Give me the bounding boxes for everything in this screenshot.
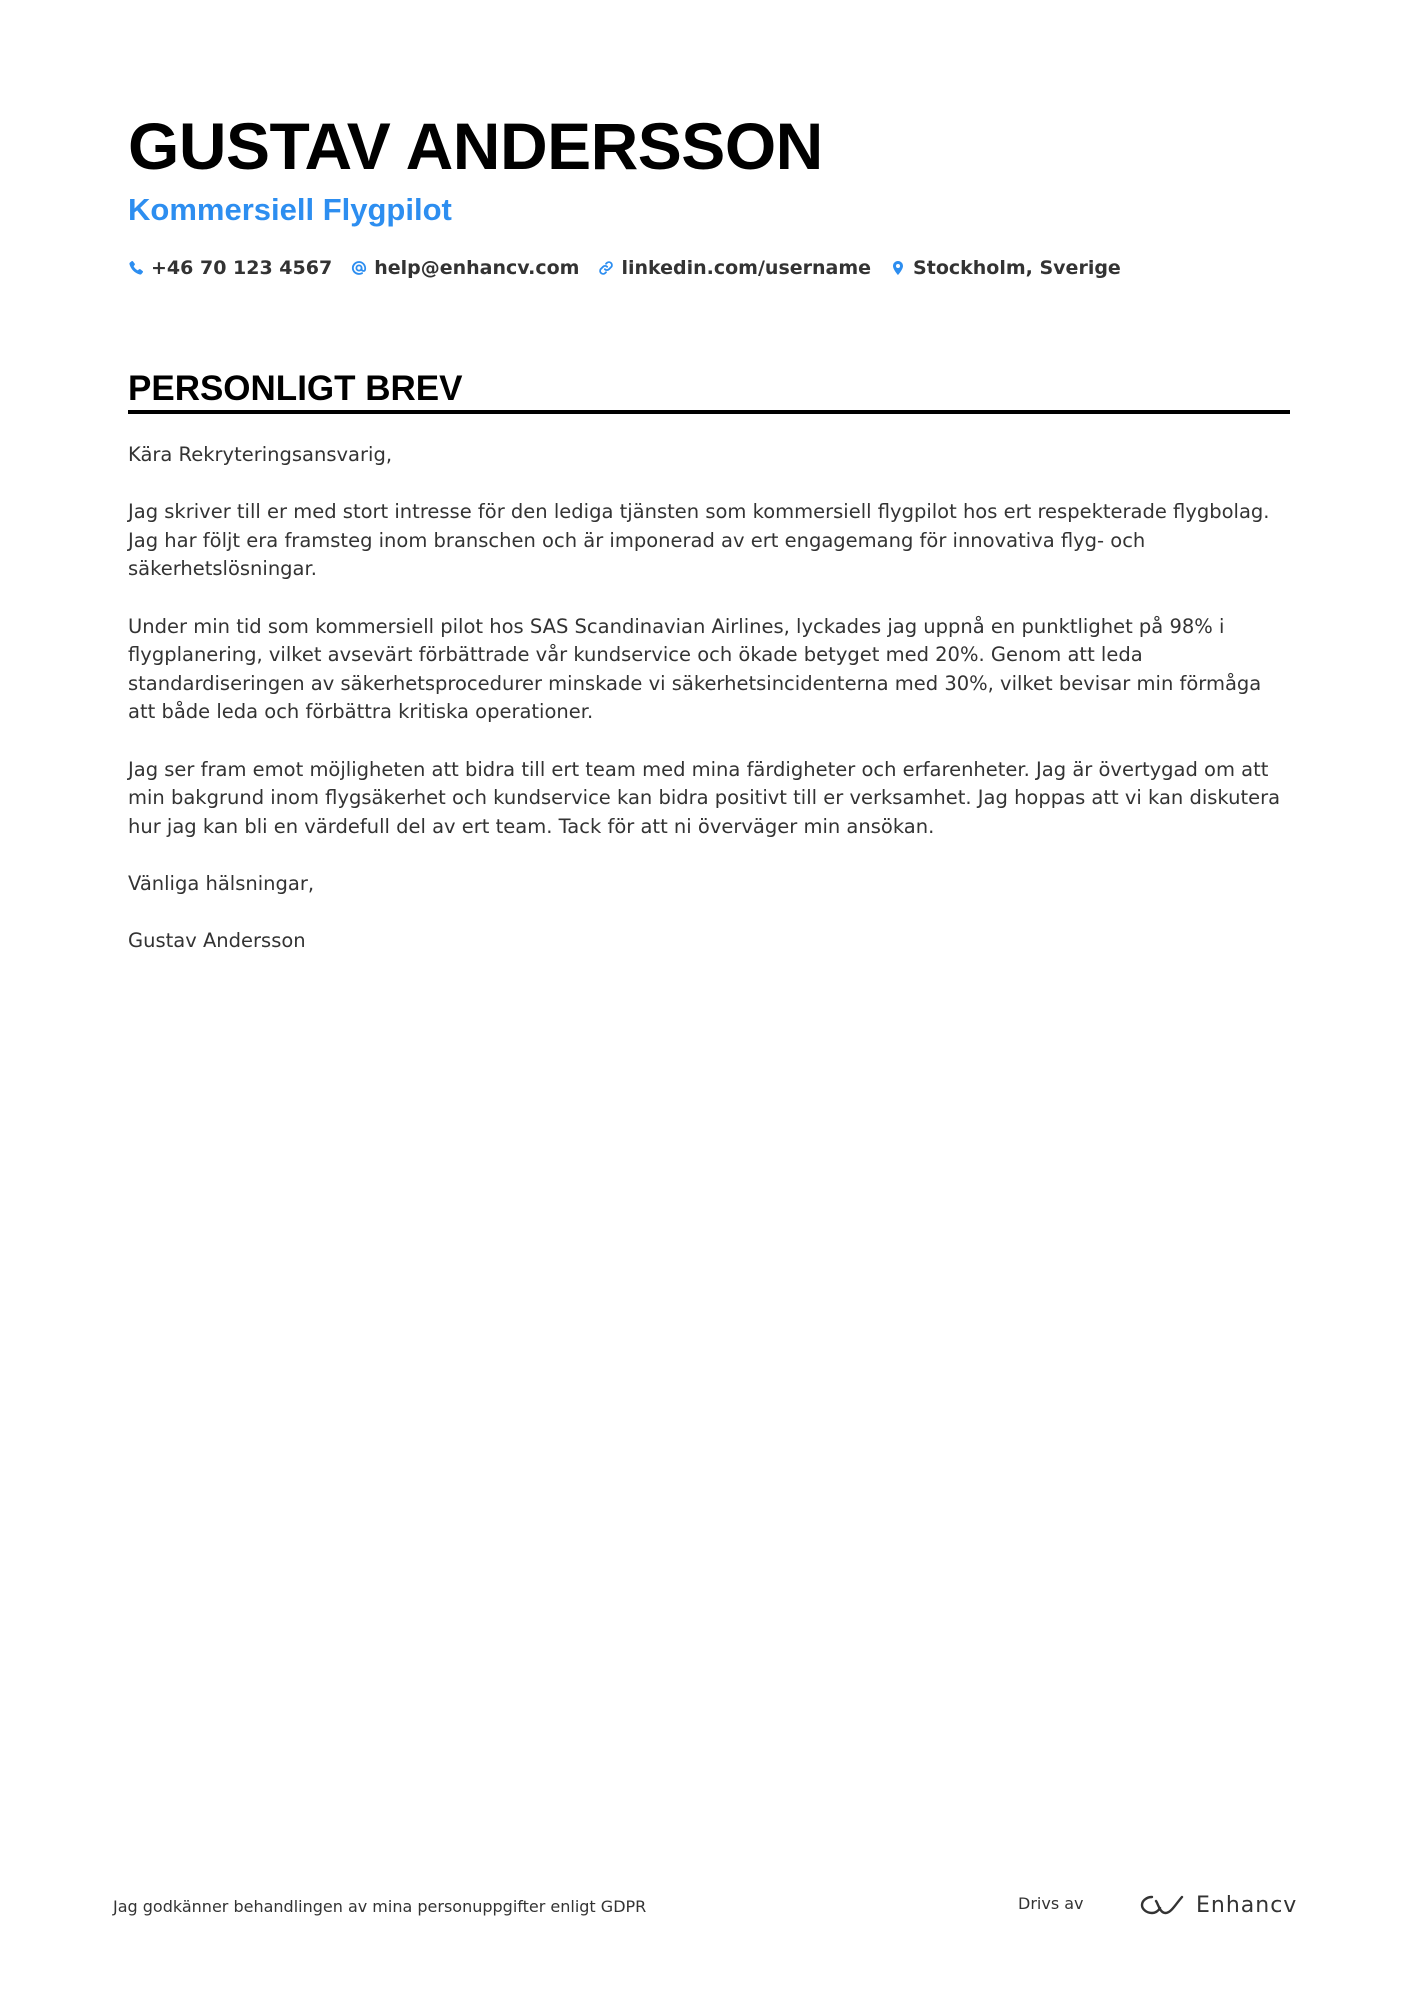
contact-email[interactable] xyxy=(351,257,579,279)
contact-phone-text: +46 70 123 4567 xyxy=(151,257,333,279)
contact-linkedin[interactable] xyxy=(598,257,871,279)
at-icon xyxy=(351,260,367,276)
contact-phone[interactable] xyxy=(128,257,332,279)
letter-body xyxy=(128,441,1290,984)
enhancv-logo[interactable] xyxy=(1138,1890,1297,1920)
link-icon xyxy=(598,260,614,276)
section-divider xyxy=(128,410,1290,414)
gdpr-consent-text: Jag godkänner behandlingen av mina personuppgifter enligt GDPR xyxy=(113,1897,647,1916)
location-pin-icon xyxy=(890,260,906,276)
contact-location xyxy=(890,257,1121,279)
enhancv-logo-icon xyxy=(1138,1892,1186,1918)
letter-paragraph-1: Jag skriver till er med stort intresse för den lediga tjänsten som kommersiell flygpilot hos ert respekterade flygbolag. Jag har följt era framsteg inom branschen och är imponerad av ert engagemang för innovativa flyg- och säkerhetslösningar. xyxy=(128,500,1270,581)
letter-signature: Gustav Andersson xyxy=(128,929,306,953)
job-title: Kommersiell Flygpilot xyxy=(128,192,452,227)
letter-paragraph-2: Under min tid som kommersiell pilot hos SAS Scandinavian Airlines, lyckades jag uppnå en punktlighet på 98% i flygplanering, vilket avsevärt förbättrade vår kundservice och ökade betyget med 20%. Genom att leda standardiseringen av säkerhetsprocedurer minskade vi säkerhetsincidenterna med 30%, vilket bevisar min förmåga att både leda och förbättra kritiska operationer. xyxy=(128,614,1262,724)
contact-location-text: Stockholm, Sverige xyxy=(913,257,1121,279)
letter-closing: Vänliga hälsningar, xyxy=(128,871,315,895)
contact-email-text: help@enhancv.com xyxy=(374,257,580,279)
letter-paragraph-3: Jag ser fram emot möjligheten att bidra till ert team med mina färdigheter och erfarenheter. Jag är övertygad om att min bakgrund inom flygsäkerhet och kundservice kan bidra positivt till er verksamhet. Jag hoppas att vi kan diskutera hur jag kan bli en värdefull del av ert team. Tack för att ni överväger min ansökan. xyxy=(128,757,1281,838)
letter-greeting: Kära Rekryteringsansvarig, xyxy=(128,443,393,466)
applicant-name: GUSTAV ANDERSSON xyxy=(128,109,823,183)
phone-icon xyxy=(128,260,144,276)
enhancv-brand-name: Enhancv xyxy=(1196,1892,1298,1918)
contact-bar xyxy=(128,254,1140,282)
contact-linkedin-text: linkedin.com/username xyxy=(621,257,872,279)
section-title: PERSONLIGT BREV xyxy=(128,369,463,408)
powered-by-label: Drivs av xyxy=(1018,1894,1084,1913)
